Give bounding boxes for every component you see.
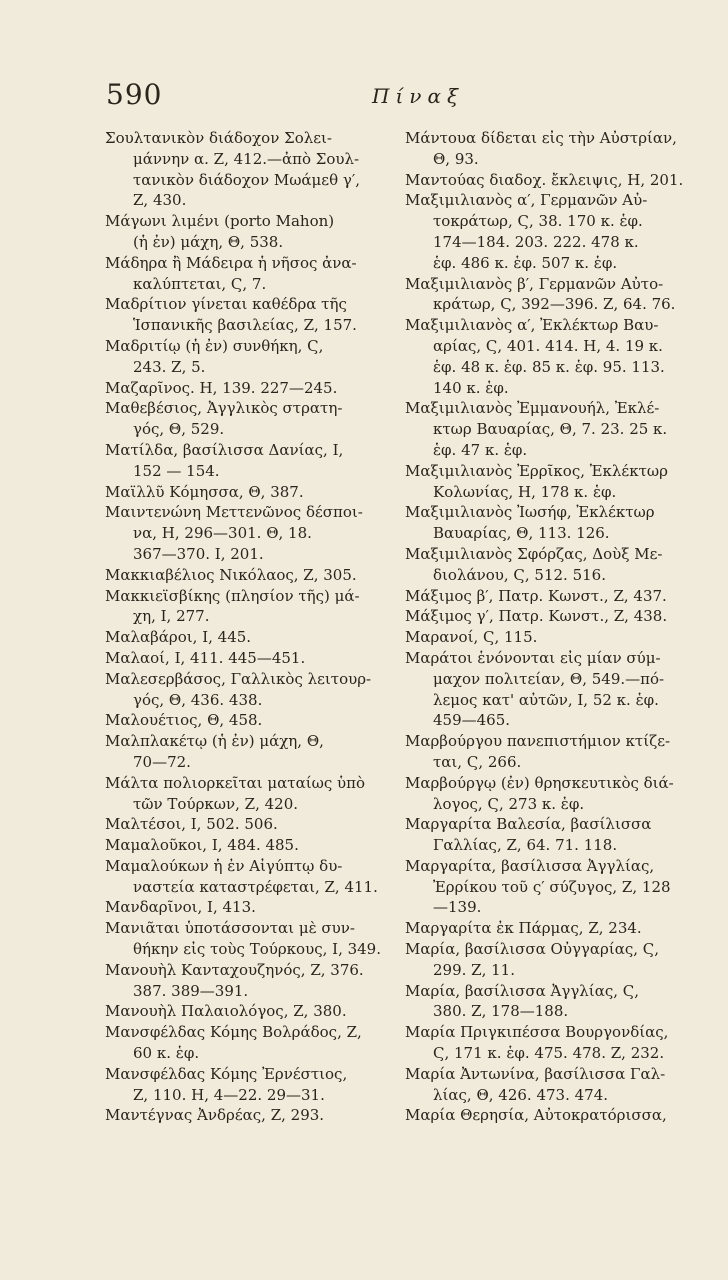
- index-line: Μάξιμος γ′, Πατρ. Κωνστ., Ζ, 438.: [405, 607, 668, 626]
- index-line: Μανουὴλ Κανταχουζηνός, Ζ, 376.: [105, 960, 364, 979]
- index-line: Μαντέγνας Ἀνδρέας, Ζ, 293.: [105, 1106, 325, 1125]
- index-line: Μαλεσερβάσος, Γαλλικὸς λειτουρ-: [105, 669, 372, 688]
- index-line: τοκράτωρ, Ϛ, 38. 170 κ. ἑφ.: [433, 212, 643, 231]
- index-line: λίας, Θ, 426. 473. 474.: [433, 1085, 609, 1104]
- index-line: Μαξιμιλιανὸς α′, Γερμανῶν Αὐ-: [405, 191, 648, 210]
- index-line: Σουλτανικὸν διάδοχον Σολει-: [105, 129, 332, 147]
- index-line: Γαλλίας, Ζ, 64. 71. 118.: [433, 836, 618, 855]
- index-line: 367—370. Ι, 201.: [133, 544, 264, 563]
- index-line: Ζ, 430.: [133, 191, 187, 210]
- index-line: Μαρία Πριγκιπέσσα Βουργονδίας,: [405, 1023, 669, 1042]
- index-line: Μαλουέτιος, Θ, 458.: [105, 711, 263, 730]
- index-line: Μαζαρῖνος. Η, 139. 227—245.: [105, 378, 338, 397]
- index-line: Μάντουα δίδεται εἰς τὴν Αὐστρίαν,: [405, 129, 677, 147]
- index-line: Μάξιμος β′, Πατρ. Κωνστ., Ζ, 437.: [405, 586, 667, 605]
- index-line: ναστεία καταστρέφεται, Ζ, 411.: [133, 877, 378, 896]
- index-line: Μαλπλακέτῳ (ἡ ἐν) μάχη, Θ,: [105, 732, 324, 751]
- index-line: λεμος κατ' αὐτῶν, Ι, 52 κ. ἑφ.: [433, 690, 659, 709]
- index-line: αρίας, Ϛ, 401. 414. Η, 4. 19 κ.: [433, 336, 663, 355]
- index-line: ἑφ. 47 κ. ἑφ.: [433, 440, 528, 459]
- index-line: Μαρβούργου πανεπιστήμιον κτίζε-: [405, 732, 671, 751]
- index-line: Μακκιαβέλιος Νικόλαος, Ζ, 305.: [105, 565, 357, 584]
- index-line: Μανσφέλδας Κόμης Ἐρνέστιος,: [105, 1064, 348, 1083]
- index-line: τανικὸν διάδοχον Μωάμεθ γ′,: [133, 170, 361, 189]
- index-line: Μαμαλοῦκοι, Ι, 484. 485.: [105, 836, 299, 855]
- index-line: 387. 389—391.: [133, 981, 249, 1000]
- index-line: Μαδριτίῳ (ἡ ἐν) συνθήκη, Ϛ,: [105, 336, 324, 355]
- index-line: Μάγωνι λιμένι (porto Mahon): [105, 212, 335, 231]
- index-line: ἑφ. 48 κ. ἑφ. 85 κ. ἑφ. 95. 113.: [433, 357, 665, 376]
- index-column-left: [105, 128, 390, 1126]
- index-line: Ἐρρίκου τοῦ ς′ σύζυγος, Ζ, 128: [433, 877, 671, 896]
- index-line: Θ, 93.: [433, 149, 479, 168]
- index-line: Μανουὴλ Παλαιολόγος, Ζ, 380.: [105, 1002, 347, 1021]
- index-line: Κολωνίας, Η, 178 κ. ἑφ.: [433, 482, 617, 501]
- index-line: 60 κ. ἑφ.: [133, 1044, 200, 1063]
- index-line: 174—184. 203. 222. 478 κ.: [433, 232, 639, 251]
- index-line: Μαξιμιλιανὸς Σφόρζας, Δοὺξ Με-: [405, 544, 663, 563]
- index-line: Μαρία, βασίλισσα Ἀγγλίας, Ϛ,: [405, 981, 640, 1000]
- index-line: καλύπτεται, Ϛ, 7.: [133, 274, 267, 293]
- index-line: Βαυαρίας, Θ, 113. 126.: [433, 524, 610, 543]
- index-line: 299. Ζ, 11.: [433, 960, 515, 979]
- index-line: Μανιᾶται ὑποτάσσονται μὲ συν-: [105, 919, 355, 938]
- index-line: ται, Ϛ, 266.: [433, 752, 522, 771]
- index-line: 152 — 154.: [133, 461, 220, 480]
- running-title: Πίναξ: [372, 84, 464, 108]
- index-column-right: [405, 128, 695, 1126]
- index-line: Μαρβούργῳ (ἐν) θρησκευτικὸς διά-: [405, 773, 674, 792]
- index-line: Ζ, 110. Η, 4—22. 29—31.: [133, 1085, 325, 1104]
- index-line: Μαργαρίτα, βασίλισσα Ἀγγλίας,: [405, 856, 655, 875]
- index-line: Μαξιμιλιανὸς β′, Γερμανῶν Αὐτο-: [405, 274, 664, 293]
- page-number: 590: [106, 78, 163, 111]
- index-line: Μαξιμιλιανὸς α′, Ἐκλέκτωρ Βαυ-: [405, 316, 659, 335]
- index-line: ἑφ. 486 κ. ἑφ. 507 κ. ἑφ.: [433, 253, 618, 272]
- index-line: Μαργαρίτα ἐκ Πάρμας, Ζ, 234.: [405, 919, 642, 938]
- index-line: Μανσφέλδας Κόμης Βολράδος, Ζ,: [105, 1023, 362, 1042]
- page-header: [106, 78, 688, 114]
- index-line: Μαρανοί, Ϛ, 115.: [405, 628, 538, 647]
- index-line: Μαράτοι ἑνόνονται εἰς μίαν σύμ-: [405, 648, 661, 667]
- index-line: 459—465.: [433, 711, 511, 730]
- index-line: Μαδρίτιον γίνεται καθέδρα τῆς: [105, 295, 347, 314]
- index-line: Μαργαρίτα Βαλεσία, βασίλισσα: [405, 815, 652, 834]
- index-line: 70—72.: [133, 752, 191, 771]
- index-line: —139.: [433, 898, 482, 917]
- index-line: Μαλαβάροι, Ι, 445.: [105, 628, 252, 647]
- index-line: Ϛ, 171 κ. ἑφ. 475. 478. Ζ, 232.: [433, 1044, 665, 1063]
- index-line: λογος, Ϛ, 273 κ. ἑφ.: [433, 794, 585, 813]
- index-line: μαχον πολιτείαν, Θ, 549.—πό-: [433, 669, 665, 688]
- index-line: Μαντούας διαδοχ. ἔκλειψις, Η, 201.: [405, 170, 684, 189]
- index-line: Μαλτέσοι, Ι, 502. 506.: [105, 815, 278, 834]
- index-line: Ἱσπανικῆς βασιλείας, Ζ, 157.: [133, 316, 357, 335]
- index-line: χη, Ι, 277.: [133, 607, 210, 626]
- index-line: Μακκιεϊσβίκης (πλησίον τῆς) μά-: [105, 586, 360, 605]
- index-line: Μανδαρῖνοι, Ι, 413.: [105, 898, 256, 917]
- index-line: 243. Ζ, 5.: [133, 357, 206, 376]
- index-line: γός, Θ, 436. 438.: [133, 690, 263, 709]
- index-line: γός, Θ, 529.: [133, 420, 225, 439]
- index-line: Μάλτα πολιορκεῖται ματαίως ὑπὸ: [105, 773, 366, 792]
- index-line: θήκην εἰς τοὺς Τούρκους, Ι, 349.: [133, 940, 381, 959]
- index-line: Μαρία Ἀντωνίνα, βασίλισσα Γαλ-: [405, 1064, 666, 1083]
- index-line: τῶν Τούρκων, Ζ, 420.: [133, 794, 299, 813]
- index-line: Μάδηρα ἢ Μάδειρα ἡ νῆσος ἀνα-: [105, 253, 357, 272]
- index-line: Μαξιμιλιανὸς Ἐρρῖκος, Ἐκλέκτωρ: [405, 461, 668, 480]
- index-line: Μαλαοί, Ι, 411. 445—451.: [105, 648, 306, 667]
- index-line: Μαξιμιλιανὸς Ἐμμανουήλ, Ἐκλέ-: [405, 399, 660, 418]
- index-line: μάννην α. Ζ, 412.—ἀπὸ Σουλ-: [133, 149, 360, 168]
- index-line: Μαξιμιλιανὸς Ἰωσήφ, Ἐκλέκτωρ: [405, 503, 655, 522]
- index-line: διολάνου, Ϛ, 512. 516.: [433, 565, 606, 584]
- index-line: Μαιντενώνη Μεττενῶνος δέσποι-: [105, 503, 363, 522]
- index-line: να, Η, 296—301. Θ, 18.: [133, 524, 312, 543]
- index-line: Μαθεβέσιος, Ἀγγλικὸς στρατη-: [105, 399, 343, 418]
- index-line: 380. Ζ, 178—188.: [433, 1002, 569, 1021]
- index-line: κτωρ Βαυαρίας, Θ, 7. 23. 25 κ.: [433, 420, 668, 439]
- index-line: 140 κ. ἑφ.: [433, 378, 509, 397]
- index-line: (ἡ ἐν) μάχη, Θ, 538.: [133, 232, 284, 251]
- index-line: κράτωρ, Ϛ, 392—396. Ζ, 64. 76.: [433, 295, 676, 314]
- index-line: Μαϊλλῦ Κόμησσα, Θ, 387.: [105, 482, 304, 501]
- index-line: Ματίλδα, βασίλισσα Δανίας, Ι,: [105, 440, 344, 459]
- index-line: Μαρία, βασίλισσα Οὐγγαρίας, Ϛ,: [405, 940, 660, 959]
- index-line: Μαρία Θερησία, Αὐτοκρατόρισσα,: [405, 1106, 667, 1125]
- index-line: Μαμαλούκων ἡ ἐν Αἰγύπτῳ δυ-: [105, 856, 343, 875]
